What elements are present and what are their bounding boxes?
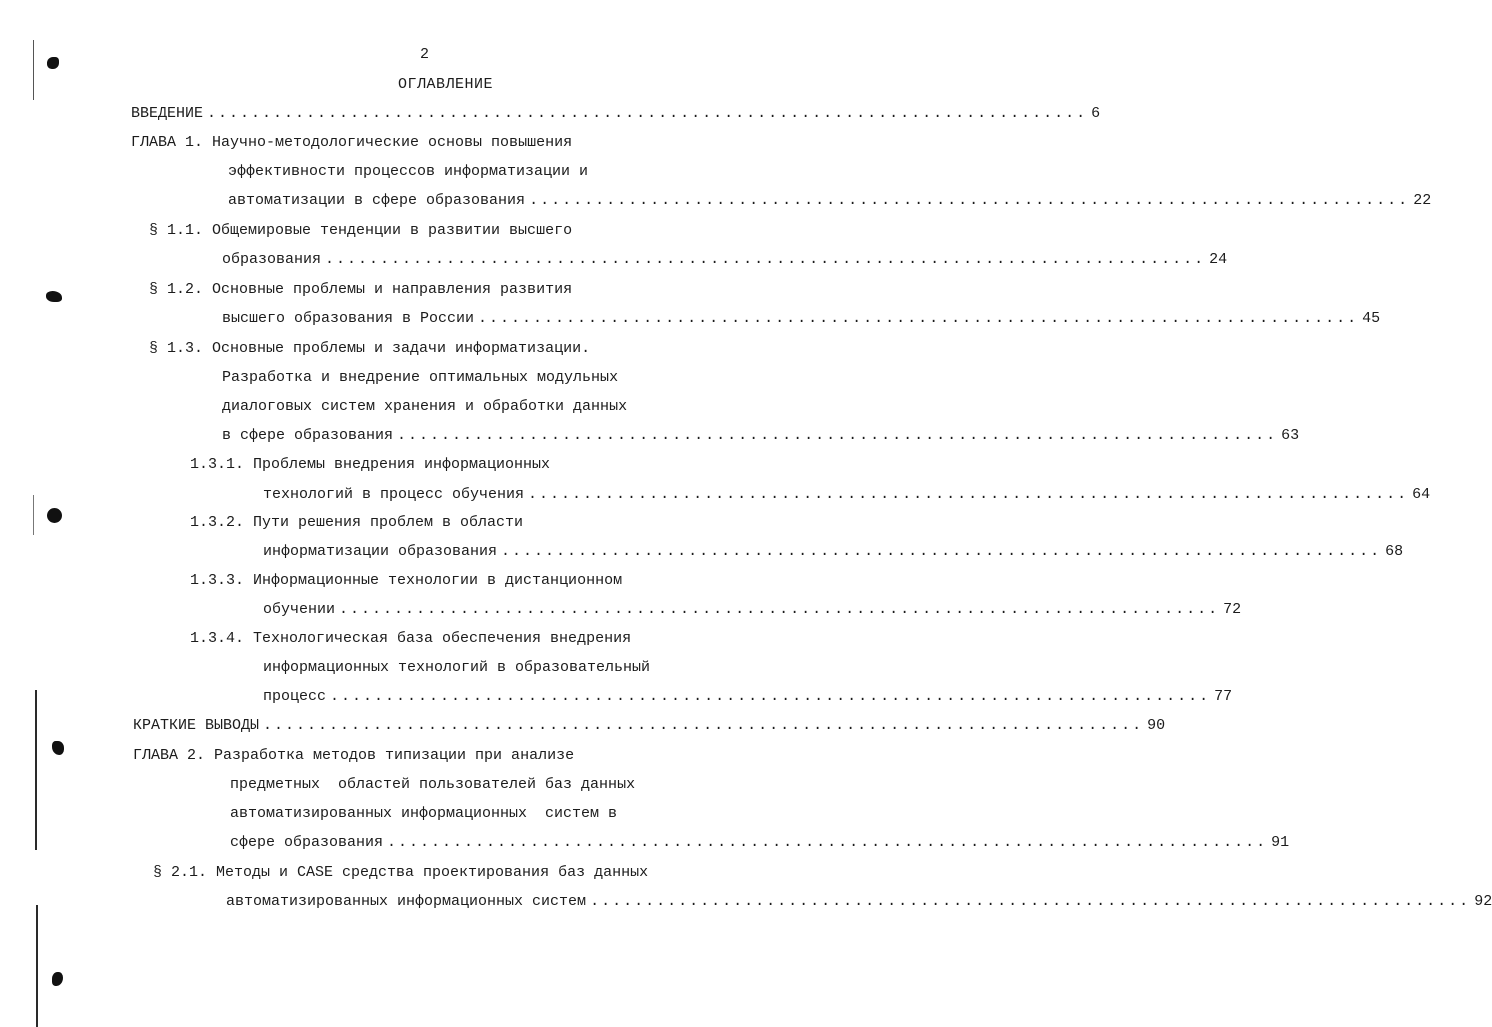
toc-entry-text: сфере образования	[230, 834, 384, 851]
toc-entry-s21-line1: § 2.1. Методы и CASE средства проектирования баз данных	[153, 864, 649, 881]
toc-leader-dots: ................................................................................	[397, 427, 1278, 444]
toc-entry-s13-line2: Разработка и внедрение оптимальных модульных	[222, 369, 619, 386]
toc-entry-s12[interactable]	[222, 309, 1381, 329]
ink-blot	[47, 57, 59, 69]
toc-entry-s21[interactable]	[226, 892, 1492, 912]
toc-title: ОГЛАВЛЕНИЕ	[398, 76, 494, 93]
toc-entry-s131[interactable]	[263, 485, 1431, 505]
toc-entry-s13-line3: диалоговых систем хранения и обработки данных	[222, 398, 628, 415]
toc-entry-s133-line1: 1.3.3. Информационные технологии в дистанционном	[190, 572, 623, 589]
toc-entry-s13-line1: § 1.3. Основные проблемы и задачи информатизации.	[149, 340, 591, 357]
toc-entry-s12-line1: § 1.2. Основные проблемы и направления развития	[149, 281, 573, 298]
toc-entry-ch2-line3: автоматизированных информационных систем в	[230, 805, 618, 822]
toc-entry-s134[interactable]	[263, 687, 1233, 707]
toc-entry-s11[interactable]	[222, 250, 1228, 270]
toc-entry-s13[interactable]	[222, 426, 1300, 446]
toc-entry-ch2-line1: ГЛАВА 2. Разработка методов типизации при анализе	[133, 747, 575, 764]
toc-entry-ch1-line1: ГЛАВА 1. Научно-методологические основы повышения	[131, 134, 573, 151]
toc-entry-s132[interactable]	[263, 542, 1404, 562]
toc-entry-text: обучении	[263, 601, 336, 618]
toc-entry-text: в сфере образования	[222, 427, 394, 444]
toc-entry-intro[interactable]	[131, 104, 1101, 124]
toc-entry-s134-line2: информационных технологий в образовательный	[263, 659, 651, 676]
toc-entry-page: 64	[1412, 486, 1431, 503]
toc-entry-ch1-line2: эффективности процессов информатизации и	[228, 163, 589, 180]
toc-entry-text: автоматизированных информационных систем	[226, 893, 587, 910]
toc-leader-dots: ................................................................................	[501, 543, 1382, 560]
ink-blot	[52, 741, 64, 755]
toc-leader-dots: ................................................................................	[325, 251, 1206, 268]
toc-leader-dots: ................................................................................	[529, 192, 1410, 209]
page-number: 2	[420, 46, 430, 63]
toc-entry-s134-line1: 1.3.4. Технологическая база обеспечения внедрения	[190, 630, 632, 647]
toc-leader-dots: ................................................................................	[528, 486, 1409, 503]
toc-entry-s131-line1: 1.3.1. Проблемы внедрения информационных	[190, 456, 551, 473]
scan-margin-line	[36, 905, 38, 1027]
ink-blot	[52, 972, 63, 986]
toc-entry-page: 24	[1209, 251, 1228, 268]
toc-entry-summary[interactable]	[133, 716, 1166, 736]
toc-entry-text: высшего образования в России	[222, 310, 475, 327]
toc-entry-ch2-line2: предметных областей пользователей баз данных	[230, 776, 636, 793]
toc-leader-dots: ................................................................................	[478, 310, 1359, 327]
toc-entry-page: 90	[1147, 717, 1166, 734]
toc-entry-page: 92	[1474, 893, 1492, 910]
toc-entry-page: 68	[1385, 543, 1404, 560]
toc-entry-text: информатизации образования	[263, 543, 498, 560]
toc-entry-page: 22	[1413, 192, 1432, 209]
scan-margin-line	[33, 495, 34, 535]
toc-entry-page: 91	[1271, 834, 1290, 851]
toc-entry-page: 63	[1281, 427, 1300, 444]
toc-entry-text: автоматизации в сфере образования	[228, 192, 526, 209]
toc-entry-page: 45	[1362, 310, 1381, 327]
toc-entry-page: 72	[1223, 601, 1242, 618]
toc-leader-dots: ................................................................................	[207, 105, 1088, 122]
toc-leader-dots: ................................................................................	[339, 601, 1220, 618]
toc-entry-s133[interactable]	[263, 600, 1242, 620]
toc-leader-dots: ................................................................................	[330, 688, 1211, 705]
toc-entry-ch2[interactable]	[230, 833, 1290, 853]
toc-entry-s11-line1: § 1.1. Общемировые тенденции в развитии высшего	[149, 222, 573, 239]
scan-margin-line	[35, 690, 37, 850]
toc-entry-text: процесс	[263, 688, 327, 705]
toc-leader-dots: ................................................................................	[387, 834, 1268, 851]
toc-entry-page: 77	[1214, 688, 1233, 705]
toc-entry-page: 6	[1091, 105, 1101, 122]
toc-entry-text: ВВЕДЕНИЕ	[131, 105, 204, 122]
toc-entry-ch1[interactable]	[228, 191, 1432, 211]
toc-entry-text: технологий в процесс обучения	[263, 486, 525, 503]
toc-entry-text: образования	[222, 251, 322, 268]
toc-entry-s132-line1: 1.3.2. Пути решения проблем в области	[190, 514, 524, 531]
toc-entry-text: КРАТКИЕ ВЫВОДЫ	[133, 717, 260, 734]
scan-margin-line	[33, 40, 34, 100]
ink-blot	[47, 508, 62, 523]
ink-blot	[46, 291, 62, 302]
toc-leader-dots: ................................................................................	[263, 717, 1144, 734]
toc-leader-dots: ................................................................................	[590, 893, 1471, 910]
